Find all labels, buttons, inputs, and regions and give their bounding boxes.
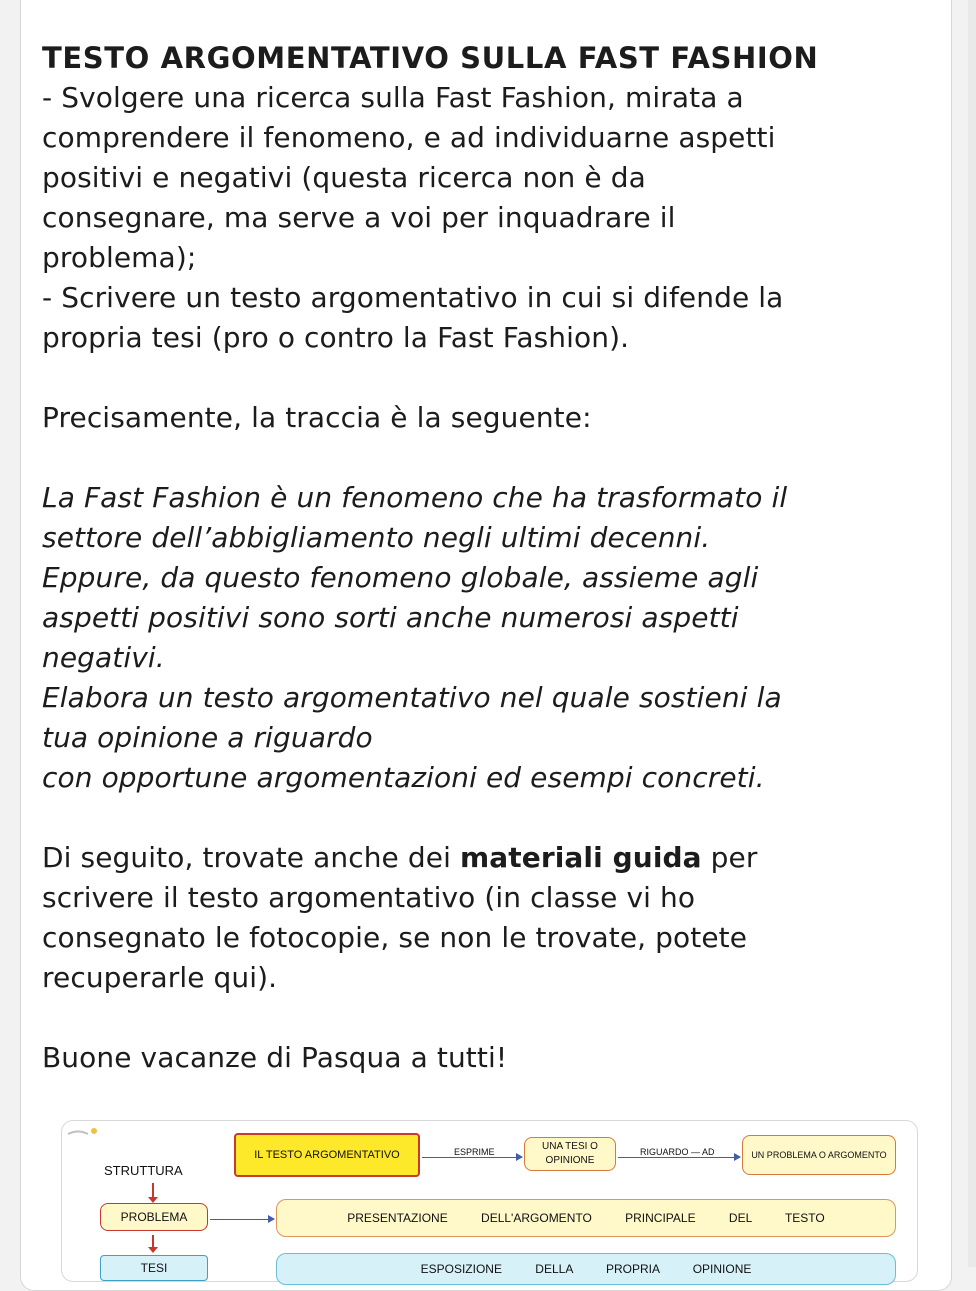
esprime-label: ESPRIME bbox=[454, 1147, 495, 1157]
materials-text: per bbox=[701, 841, 758, 874]
prompt-line: aspetti positivi sono sorti anche numerosi aspetti bbox=[42, 601, 739, 634]
intro-line: - Scrivere un testo argomentativo in cui si difende la bbox=[42, 281, 784, 314]
prompt-line: settore dell’abbigliamento negli ultimi decenni. bbox=[42, 521, 711, 554]
logo-icon bbox=[66, 1125, 100, 1139]
prompt-line: Eppure, da questo fenomeno globale, assieme agli bbox=[42, 561, 759, 594]
arrow bbox=[422, 1157, 522, 1158]
esposizione-box: ESPOSIZIONE DELLA PROPRIA OPINIONE bbox=[276, 1253, 896, 1285]
materials-text: Di seguito, trovate anche dei bbox=[42, 841, 460, 874]
closing-greeting: Buone vacanze di Pasqua a tutti! bbox=[42, 1041, 508, 1074]
scroll-edge bbox=[968, 0, 976, 1267]
materials-highlight: materiali guida bbox=[459, 841, 702, 874]
prompt-line: Elabora un testo argomentativo nel quale sostieni la bbox=[42, 681, 782, 714]
presentazione-box: PRESENTAZIONE DELL'ARGOMENTO PRINCIPALE DEL TESTO bbox=[276, 1199, 896, 1237]
down-arrow bbox=[152, 1235, 154, 1249]
materials-paragraph bbox=[42, 838, 912, 998]
intro-list bbox=[42, 78, 912, 358]
prompt-line: La Fast Fashion è un fenomeno che ha trasformato il bbox=[42, 481, 788, 514]
intro-line: propria tesi (pro o contro la Fast Fashion). bbox=[42, 321, 630, 354]
intro-line: problema); bbox=[42, 241, 197, 274]
prompt-line: tua opinione a riguardo bbox=[42, 721, 373, 754]
down-arrow bbox=[152, 1183, 154, 1199]
materials-line: scrivere il testo argomentativo (in classe vi ho bbox=[42, 881, 696, 914]
post-body bbox=[42, 38, 912, 1078]
prompt-intro: Precisamente, la traccia è la seguente: bbox=[42, 401, 592, 434]
arrow bbox=[618, 1157, 740, 1158]
essay-prompt bbox=[42, 478, 912, 798]
tesi-section-box: TESI bbox=[100, 1255, 208, 1281]
post-title: TESTO ARGOMENTATIVO SULLA FAST FASHION bbox=[42, 41, 819, 75]
problema-arg-box: UN PROBLEMA O ARGOMENTO bbox=[742, 1135, 896, 1175]
materials-line: consegnato le fotocopie, se non le trovate, potete bbox=[42, 921, 748, 954]
arrow bbox=[210, 1219, 274, 1220]
testo-box: IL TESTO ARGOMENTATIVO bbox=[234, 1133, 420, 1177]
intro-line: consegnare, ma serve a voi per inquadrare il bbox=[42, 201, 676, 234]
prompt-line: negativi. bbox=[42, 641, 165, 674]
intro-line: - Svolgere una ricerca sulla Fast Fashion, mirata a bbox=[42, 81, 744, 114]
tesi-box: UNA TESI O OPINIONE bbox=[524, 1137, 616, 1171]
attachment-concept-map[interactable] bbox=[61, 1120, 918, 1282]
intro-line: comprendere il fenomeno, e ad individuarne aspetti bbox=[42, 121, 776, 154]
materials-line: recuperarle qui). bbox=[42, 961, 278, 994]
prompt-line: con opportune argomentazioni ed esempi concreti. bbox=[42, 761, 765, 794]
problema-box: PROBLEMA bbox=[100, 1203, 208, 1231]
materials-line bbox=[42, 838, 912, 878]
riguardo-label: RIGUARDO — AD bbox=[640, 1147, 715, 1157]
intro-line: positivi e negativi (questa ricerca non è da bbox=[42, 161, 646, 194]
structure-label: STRUTTURA bbox=[104, 1163, 183, 1178]
